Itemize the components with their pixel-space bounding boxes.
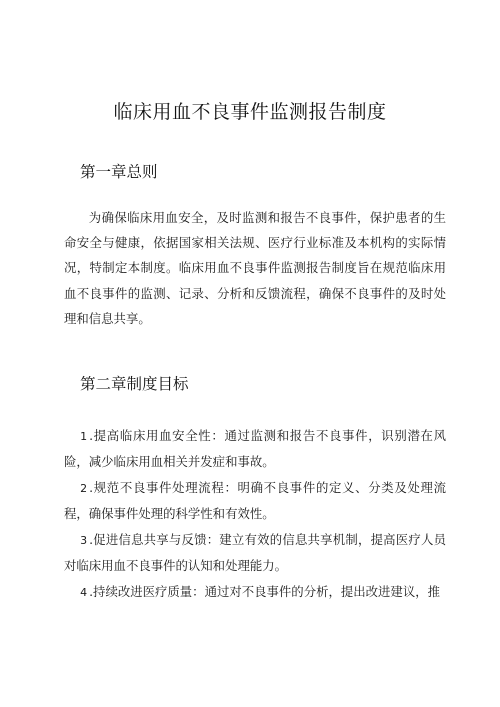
list-item: [64, 423, 446, 474]
list-item: [64, 475, 446, 526]
chapter-2-heading: 第二章制度目标: [80, 375, 189, 393]
list-item: [64, 527, 446, 578]
document-title: 临床用血不良事件监测报告制度: [113, 101, 387, 123]
list-item-number: 1: [80, 430, 88, 443]
list-item-number: 4: [80, 586, 88, 599]
list-item-text: .促进信息共享与反馈：建立有效的信息共享机制，提高医疗人员对临床用血不良事件的认知和处理能力。: [64, 532, 446, 574]
chapter-1-heading: 第一章总则: [80, 163, 158, 181]
chapter-1-paragraph: 为确保临床用血安全，及时监测和报告不良事件，保护患者的生命安全与健康，依据国家相关法规、医疗行业标准及本机构的实际情况，特制定本制度。临床用血不良事件监测报告制度旨在规范临床用血不良事件的监测、记录、分析和反馈流程，确保不良事件的及时处理和信息共享。: [64, 210, 446, 326]
objectives-list: [64, 423, 446, 606]
list-item-text: .规范不良事件处理流程：明确不良事件的定义、分类及处理流程，确保事件处理的科学性和有效性。: [64, 480, 446, 522]
list-item-text: .持续改进医疗质量：通过对不良事件的分析，提出改进建议，推: [89, 584, 440, 599]
list-item-number: 3: [80, 534, 88, 547]
list-item-text: .提高临床用血安全性：通过监测和报告不良事件，识别潜在风险，减少临床用血相关并发症和事故。: [64, 428, 446, 470]
list-item: [64, 579, 446, 605]
list-item-number: 2: [80, 482, 88, 495]
